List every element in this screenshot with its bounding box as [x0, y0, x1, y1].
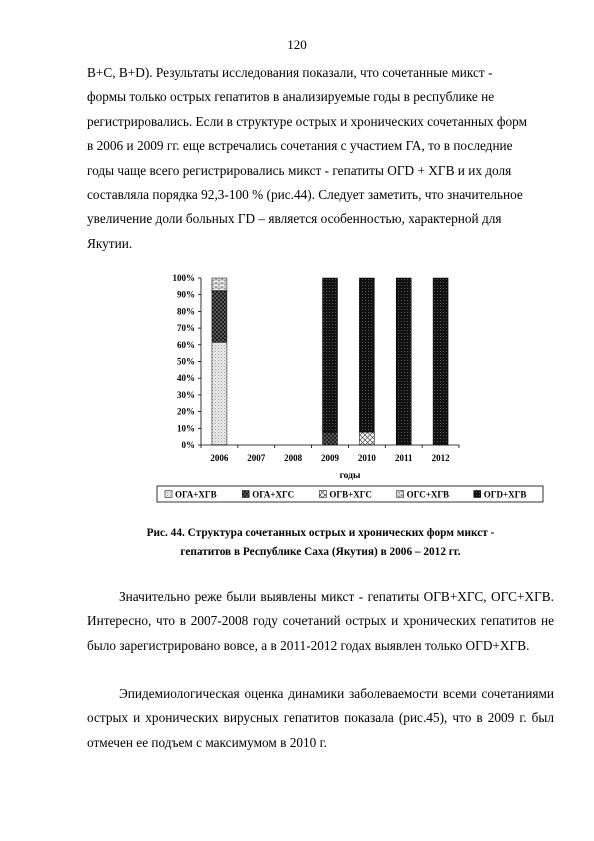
legend-label: ОГА+ХГВ [175, 489, 217, 500]
bar-segment [359, 432, 374, 445]
y-tick-label: 80% [177, 306, 195, 317]
paragraph-line: В+С, В+D). Результаты исследования показали, что сочетанные микст - [87, 65, 493, 80]
legend-label: ОГА+ХГС [252, 489, 295, 500]
x-tick-label: 2012 [431, 453, 450, 463]
bar-segment [212, 278, 227, 291]
y-tick-label: 60% [177, 339, 195, 350]
bar-segment [396, 278, 411, 445]
y-tick-label: 30% [177, 389, 195, 400]
paragraph-mixed-forms: Значительно реже были выявлены микст - гепатиты ОГВ+ХГС, ОГС+ХГВ. Интересно, что в 2007-2008 году сочетаний острых и хронических гепатитов не было зарегистрировано вовсе, а в 2011-2012 годах выявлен только ОГD+ХГВ. [87, 589, 554, 653]
x-tick-label: 2007 [247, 453, 266, 463]
bar-segment [323, 432, 338, 445]
bar-segment [433, 278, 448, 445]
y-tick-label: 70% [177, 323, 195, 334]
y-tick-label: 90% [177, 289, 195, 300]
legend-swatch [242, 491, 249, 498]
y-tick-label: 100% [172, 273, 195, 283]
legend-label: ОГС+ХГВ [406, 489, 450, 500]
y-tick-label: 0% [181, 440, 195, 450]
legend-label: ОГВ+ХГС [329, 489, 372, 500]
figure-caption [87, 524, 554, 562]
caption-line: гепатитов в Республике Саха (Якутия) в 2006 – 2012 гг. [180, 546, 461, 558]
x-axis-title: годы [339, 471, 361, 481]
bar-segment [359, 278, 374, 432]
paragraph-epidemiology: Эпидемиологическая оценка динамики заболеваемости всеми сочетаниями острых и хронических вирусных гепатитов показала (рис.45), что в 2009 г. был отмечен ее подъем с максимумом в 2010 г. [87, 686, 554, 750]
paragraph-line: составляла порядка 92,3-100 % (рис.44). Следует заметить, что значительное [87, 187, 523, 203]
legend-label: ОГD+ХГВ [483, 489, 527, 500]
page-number: 120 [287, 37, 307, 52]
legend-swatch [319, 491, 326, 498]
y-tick-label: 40% [177, 373, 195, 384]
bar-segment [212, 291, 227, 342]
bar-segment [323, 278, 338, 432]
y-tick-label: 10% [177, 423, 195, 434]
legend-swatch [397, 491, 404, 498]
paragraph-line: годы чаще всего регистрировались микст - гепатиты ОГD + ХГВ и их доля [87, 162, 512, 178]
x-tick-label: 2011 [394, 453, 413, 463]
paragraph-line: формы только острых гепатитов в анализируемые годы в республике не [87, 89, 495, 105]
paragraph-line: Якутии. [87, 235, 133, 251]
legend-swatch [474, 491, 481, 498]
chart-svg [155, 270, 545, 515]
x-tick-label: 2008 [284, 453, 303, 463]
caption-line: Рис. 44. Структура сочетанных острых и хронических форм микст - [146, 527, 495, 539]
stacked-bar-chart [155, 270, 545, 515]
paragraph-line: в 2006 и 2009 гг. еще встречались сочетания с участием ГА, то в последние [87, 138, 513, 154]
x-tick-label: 2010 [357, 453, 376, 463]
paragraph-line: регистрировались. Если в структуре острых и хронических сочетанных форм [87, 113, 528, 129]
y-tick-label: 50% [177, 356, 195, 367]
legend-swatch [165, 491, 172, 498]
bar-segment [212, 342, 227, 445]
x-tick-label: 2009 [321, 453, 339, 463]
x-tick-label: 2006 [210, 453, 229, 463]
paragraph-line: увеличение доли больных ГD – является особенностью, характерной для [87, 211, 502, 227]
y-tick-label: 20% [177, 406, 195, 417]
paragraph-intro [87, 61, 554, 256]
